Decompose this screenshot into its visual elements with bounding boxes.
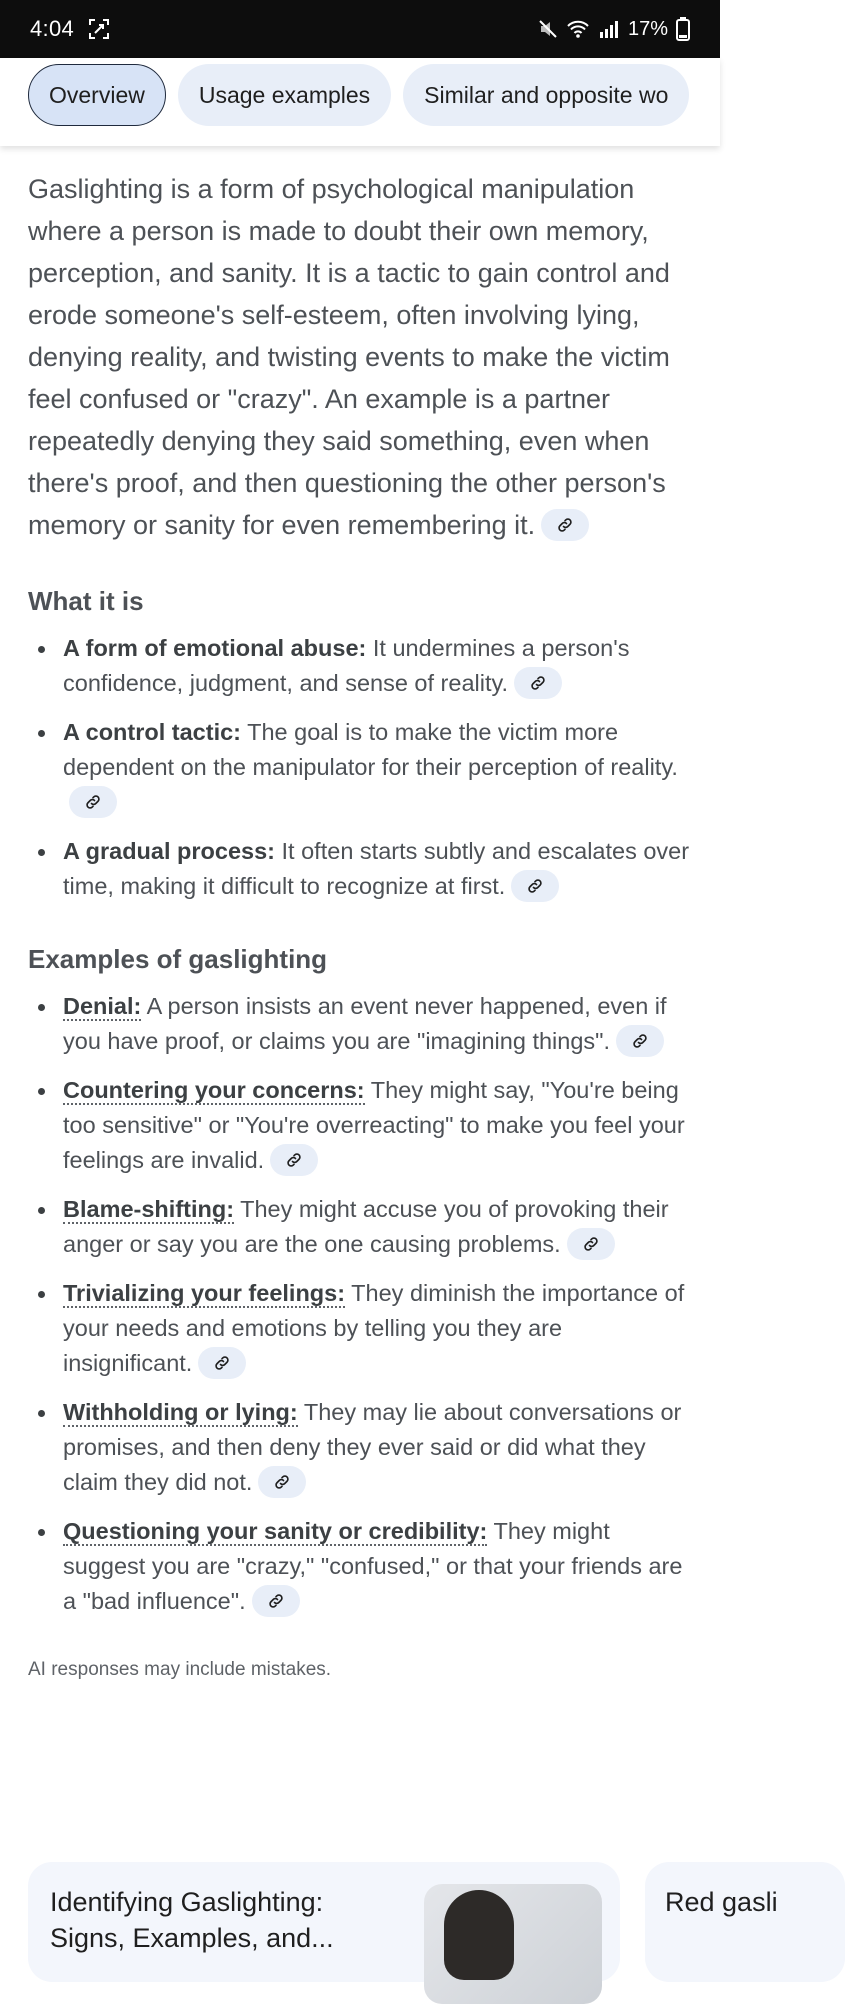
list-item (28, 834, 692, 904)
link-icon (582, 1235, 600, 1253)
link-icon (273, 1473, 291, 1491)
source-link-button[interactable] (616, 1025, 664, 1057)
link-icon (631, 1032, 649, 1050)
status-time: 4:04 (30, 16, 75, 41)
list-item-term: A gradual process: (63, 838, 275, 864)
list-item-text: They might accuse you of provoking their anger or say you are the one causing problems. (63, 1196, 669, 1257)
source-card-title: Red gasli (665, 1887, 778, 1917)
tab-bar (0, 58, 720, 146)
link-icon (267, 1592, 285, 1610)
tab-overview[interactable] (28, 64, 166, 126)
link-icon (526, 877, 544, 895)
link-icon (285, 1151, 303, 1169)
source-card-thumbnail (424, 1884, 602, 2004)
overview-content (28, 146, 692, 1681)
list-item-term[interactable]: Countering your concerns: (63, 1077, 365, 1103)
list-item (28, 1276, 692, 1381)
list-item-text: They might say, "You're being too sensitive" or "You're overreacting" to make you feel your feelings are invalid. (63, 1077, 685, 1173)
list-item (28, 1395, 692, 1500)
list-item-term[interactable]: Blame-shifting: (63, 1196, 235, 1222)
battery-icon (676, 17, 690, 41)
examples-list (28, 989, 692, 1619)
link-icon (84, 793, 102, 811)
link-icon (556, 516, 574, 534)
tab-usage-examples[interactable] (178, 64, 391, 126)
source-link-button[interactable] (258, 1466, 306, 1498)
list-item-text: They may lie about conversations or promises, and then deny they ever said or did what they claim they did not. (63, 1399, 682, 1495)
list-item (28, 989, 692, 1059)
list-item (28, 631, 692, 701)
source-link-button[interactable] (511, 870, 559, 902)
list-item-text: It undermines a person's confidence, judgment, and sense of reality. (63, 635, 630, 696)
status-bar (0, 0, 720, 58)
source-link-button[interactable] (252, 1585, 300, 1617)
list-item-term[interactable]: Questioning your sanity or credibility: (63, 1518, 488, 1544)
what-it-is-list (28, 631, 692, 904)
tab-label: Overview (49, 81, 145, 108)
source-cards (28, 1862, 778, 1953)
source-link-button[interactable] (270, 1144, 318, 1176)
link-icon (213, 1354, 231, 1372)
source-link-button[interactable] (69, 786, 117, 818)
source-card[interactable] (28, 1862, 620, 1982)
signal-icon (598, 19, 620, 39)
list-item-text: A person insists an event never happened, even if you have proof, or claims you are "imagining things". (63, 993, 667, 1054)
list-item-term: A form of emotional abuse: (63, 635, 367, 661)
list-item-text: They diminish the importance of your needs and emotions by telling you they are insignificant. (63, 1280, 685, 1376)
list-item (28, 715, 692, 820)
intro-paragraph (28, 168, 692, 546)
ai-disclaimer: AI responses may include mistakes. (28, 1659, 332, 1680)
list-item (28, 1192, 692, 1262)
source-link-button[interactable] (567, 1228, 615, 1260)
source-link-button[interactable] (541, 509, 589, 541)
list-item-text: The goal is to make the victim more dependent on the manipulator for their perception of reality. (63, 719, 678, 780)
list-item (28, 1514, 692, 1619)
intro-text: Gaslighting is a form of psychological manipulation where a person is made to doubt their own memory, perception, and sanity. It is a tactic to gain control and erode someone's self-esteem, often involving lying, denying reality, and twisting events to make the victim feel confused or "crazy". An example is a partner repeatedly denying they said something, even when there's proof, and then questioning the other person's memory or sanity for even remembering it. (28, 174, 670, 540)
list-item-term[interactable]: Denial: (63, 993, 142, 1019)
source-card-title: Identifying Gaslighting: Signs, Examples, and... (50, 1887, 334, 1953)
section-heading-examples: Examples of gaslighting (28, 944, 328, 974)
source-card[interactable] (645, 1862, 845, 1982)
source-link-button[interactable] (198, 1347, 246, 1379)
section-heading-what-it-is: What it is (28, 586, 144, 616)
mute-icon (538, 19, 558, 39)
list-item-term[interactable]: Trivializing your feelings: (63, 1280, 346, 1306)
list-item-term[interactable]: Withholding or lying: (63, 1399, 298, 1425)
tab-similar-and-opposite-words[interactable] (403, 64, 689, 126)
list-item (28, 1073, 692, 1178)
link-icon (529, 674, 547, 692)
tab-label: Similar and opposite wo (424, 81, 669, 108)
source-link-button[interactable] (514, 667, 562, 699)
list-item-term: A control tactic: (63, 719, 242, 745)
battery-percent: 17% (627, 17, 668, 40)
wifi-icon (566, 19, 590, 39)
tab-label: Usage examples (198, 81, 371, 108)
screenshot-icon (88, 18, 110, 40)
list-item-text: It often starts subtly and escalates over time, making it difficult to recognize at first. (63, 838, 690, 899)
list-item-text: They might suggest you are "crazy," "confused," or that your friends are a "bad influence". (63, 1518, 683, 1614)
